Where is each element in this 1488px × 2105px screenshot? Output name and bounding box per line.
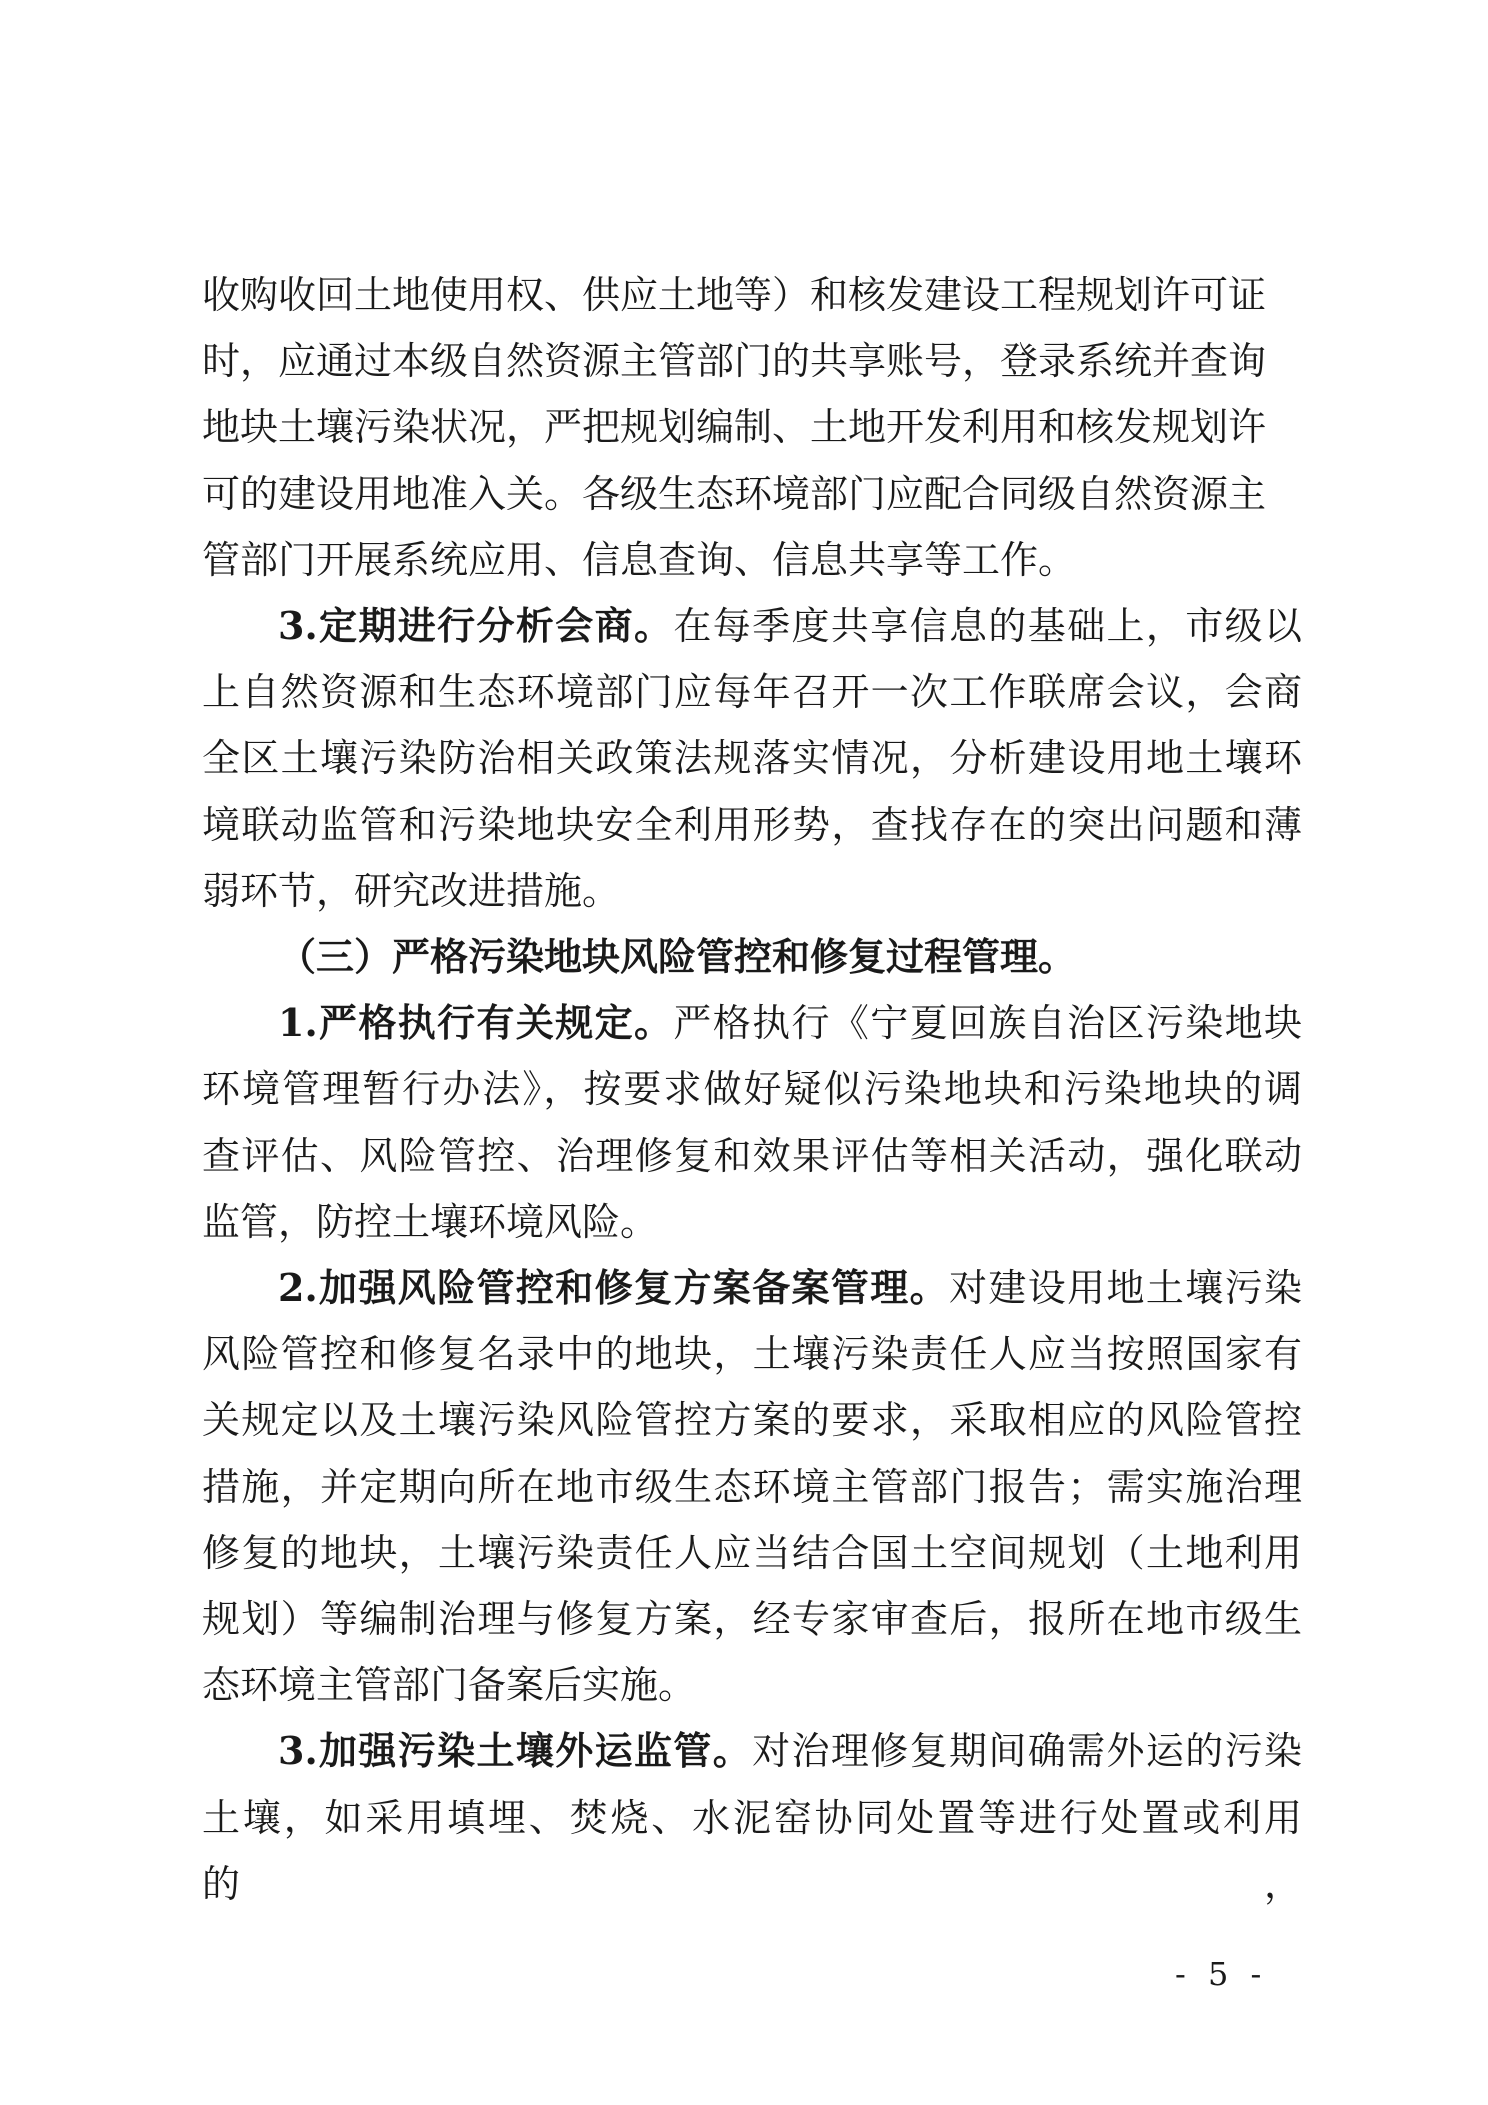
text-line: 收购收回土地使用权、供应土地等）和核发建设工程规划许可证 bbox=[202, 273, 1267, 317]
text-line: 规划）等编制治理与修复方案，经专家审查后，报所在地市级生 bbox=[202, 1597, 1302, 1642]
text-line: 管部门开展系统应用、信息查询、信息共享等工作。 bbox=[202, 537, 1077, 582]
page-number: - 5 - bbox=[1175, 1955, 1268, 1993]
text-line: 境联动监管和污染地块安全利用形势，查找存在的突出问题和薄 bbox=[202, 802, 1302, 847]
text-line: 查评估、风险管控、治理修复和效果评估等相关活动，强化联动 bbox=[202, 1133, 1302, 1178]
text-line: 全区土壤污染防治相关政策法规落实情况，分析建设用地土壤环 bbox=[202, 736, 1302, 781]
item-heading: 2.加强风险管控和修复方案备案管理。 bbox=[278, 1265, 950, 1311]
text-line: 态环境主管部门备案后实施。 bbox=[202, 1663, 697, 1708]
text-line: 环境管理暂行办法》，按要求做好疑似污染地块和污染地块的调 bbox=[202, 1067, 1302, 1112]
item-heading: 3.加强污染土壤外运监管。 bbox=[278, 1728, 753, 1774]
item-heading: 3.定期进行分析会商。 bbox=[278, 603, 674, 649]
text-line: 监管，防控土壤环境风险。 bbox=[202, 1199, 659, 1244]
text-line: 地块土壤污染状况，严把规划编制、土地开发利用和核发规划许 bbox=[202, 405, 1267, 450]
filing-paragraph bbox=[202, 1255, 1302, 1718]
text-line: 措施，并定期向所在地市级生态环境主管部门报告；需实施治理 bbox=[202, 1464, 1302, 1509]
text-line: 修复的地块，土壤污染责任人应当结合国土空间规划（土地利用 bbox=[202, 1530, 1302, 1575]
continuation-paragraph bbox=[202, 262, 1302, 593]
text-run: 对建设用地土壤污染 bbox=[949, 1266, 1302, 1311]
document-body bbox=[202, 262, 1302, 1917]
text-line: 上自然资源和生态环境部门应每年召开一次工作联席会议，会商 bbox=[202, 670, 1302, 715]
transport-paragraph bbox=[202, 1718, 1302, 1917]
text-run: 在每季度共享信息的基础上，市级以 bbox=[673, 604, 1302, 649]
text-line: 关规定以及土壤污染风险管控方案的要求，采取相应的风险管控 bbox=[202, 1398, 1302, 1443]
regulations-paragraph bbox=[202, 990, 1302, 1255]
text-run: 严格执行《宁夏回族自治区污染地块 bbox=[673, 1001, 1302, 1046]
text-line: 风险管控和修复名录中的地块，土壤污染责任人应当按照国家有 bbox=[202, 1332, 1302, 1377]
item-heading: 1.严格执行有关规定。 bbox=[278, 1000, 674, 1046]
analysis-paragraph bbox=[202, 593, 1302, 924]
section-heading: （三）严格污染地块风险管控和修复过程管理。 bbox=[278, 934, 1077, 980]
text-line: 弱环节，研究改进措施。 bbox=[202, 868, 621, 913]
text-line: 时，应通过本级自然资源主管部门的共享账号，登录系统并查询 bbox=[202, 339, 1267, 384]
text-run: 对治理修复期间确需外运的污染 bbox=[752, 1729, 1303, 1774]
text-line: 可的建设用地准入关。各级生态环境部门应配合同级自然资源主 bbox=[202, 471, 1267, 516]
text-line: 土壤，如采用填埋、焚烧、水泥窑协同处置等进行处置或利用的， bbox=[202, 1795, 1302, 1906]
